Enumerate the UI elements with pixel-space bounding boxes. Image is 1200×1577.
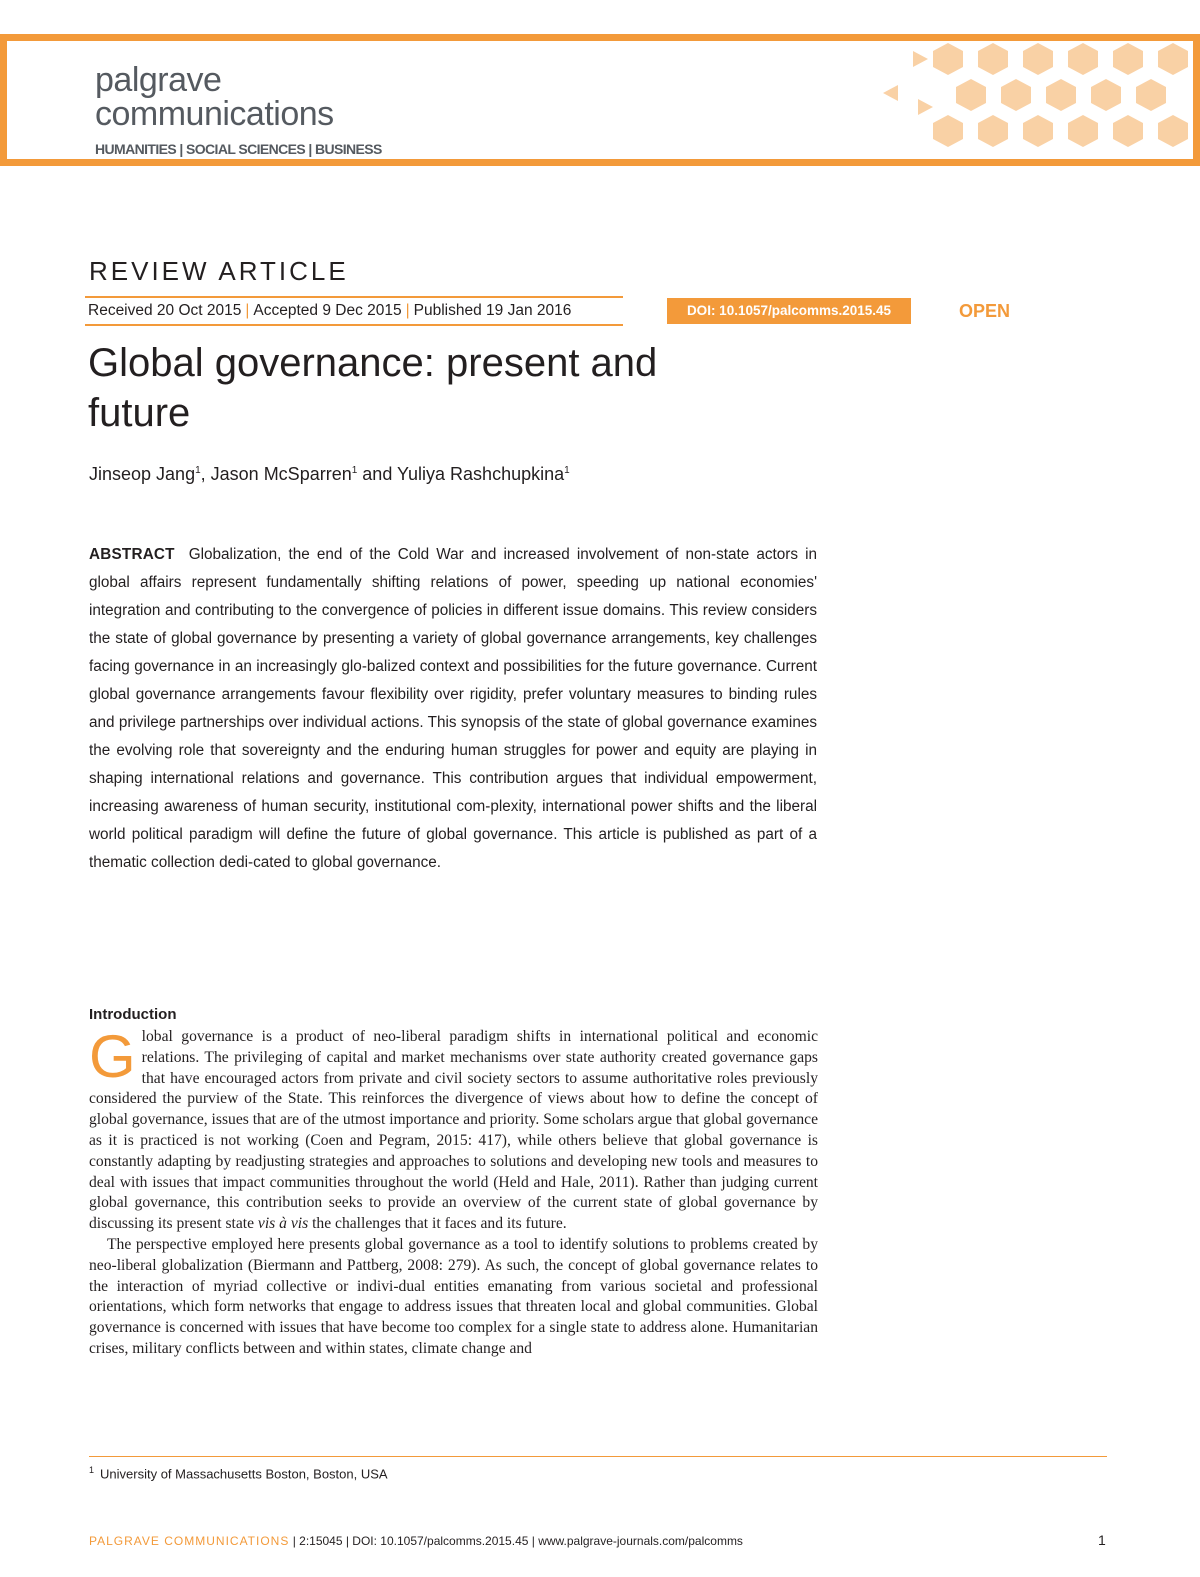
affiliation-footnote — [89, 1465, 388, 1481]
journal-banner — [0, 34, 1200, 166]
affiliation-marker: 1 — [564, 465, 570, 476]
author-separator: and — [357, 464, 398, 484]
author-name[interactable]: Jason McSparren — [210, 464, 352, 484]
italic-phrase: vis à vis — [257, 1215, 309, 1233]
article-type-label: REVIEW ARTICLE — [89, 256, 349, 286]
abstract-label: ABSTRACT — [89, 546, 175, 563]
page-number: 1 — [1098, 1532, 1106, 1548]
paragraph-text: lobal governance is a product of neo-liberal paradigm shifts in international political and economic relations. The privileging of capital and market mechanisms over state authority created governance gaps that have encouraged actors from private and civil society sectors to assume authoritative roles previously considered the purview of the State. This reinforces the divergence of views about how to define the concept of global governance, issues that are of the utmost importance and priority. Some scholars argue that global governance as it is practiced is not working (Coen and Pegram, 2015: 417), while others believe that global governance is constantly adapting by readjusting strategies and approaches to solutions and developing new tools and measures to deal with issues that impact communities throughout the world (Held and Hale, 2011). Rather than judging current global governance, this contribution seeks to provide an overview of the current state of global governance by discussing its present state — [89, 1028, 818, 1233]
footnote-text: University of Massachusetts Boston, Boston, USA — [100, 1466, 388, 1482]
journal-tagline: HUMANITIES | SOCIAL SCIENCES | BUSINESS — [95, 141, 382, 157]
footer-citation: | 2:15045 | DOI: 10.1057/palcomms.2015.45 | www.palgrave-journals.com/palcomms — [289, 1534, 743, 1548]
open-access-label: OPEN — [959, 301, 1011, 321]
footnote-marker: 1 — [89, 1465, 95, 1475]
author-name[interactable]: Yuliya Rashchupkina — [397, 464, 565, 484]
separator: | — [245, 302, 250, 319]
paragraph — [89, 1023, 818, 1235]
affiliation-marker: 1 — [195, 465, 201, 476]
section-heading-introduction: Introduction — [89, 1006, 177, 1023]
abstract-text: Globalization, the end of the Cold War and increased involvement of non-state actors in global affairs represent fundamentally shifting relations of power, speeding up national economies' integration and contributing to the convergence of policies in different issue domains. This review considers the state of global governance by presenting a variety of global governance arrangements, key challenges facing governance in an increasingly glo-balized context and possibilities for the future governance. Current global governance arrangements favour flexibility over rigidity, prefer voluntary measures to binding rules and privilege partnerships over individual actions. This synopsis of the state of global governance examines the evolving role that sovereignty and the enduring human struggles for power and equity are playing in shaping international relations and governance. This contribution argues that individual empowerment, increasing awareness of human security, institutional com-plexity, international power shifts and the liberal world political paradigm will define the future of global governance. This article is published as part of a thematic collection dedi-cated to global governance. — [89, 546, 817, 871]
author-separator: , — [200, 464, 211, 484]
author-list — [89, 464, 570, 485]
article-title: Global governance: present and future — [88, 341, 658, 435]
affiliation-marker: 1 — [351, 465, 358, 476]
author-name[interactable]: Jinseop Jang — [89, 464, 196, 484]
accepted-date: Accepted 9 Dec 2015 — [253, 302, 402, 319]
introduction-body — [89, 1023, 818, 1360]
footer-journal-name: PALGRAVE COMMUNICATIONS — [89, 1534, 290, 1548]
hexagon-pattern-decoration — [853, 41, 1193, 159]
received-date: Received 20 Oct 2015 — [88, 302, 242, 319]
journal-logo-line2: communications — [95, 95, 334, 133]
journal-logo-line1: palgrave — [95, 61, 222, 99]
published-date: Published 19 Jan 2016 — [413, 302, 572, 319]
paragraph: The perspective employed here presents global governance as a tool to identify solutions to problems created by neo-liberal globalization (Biermann and Pattberg, 2008: 279). As such, the concept of global governance relates to the interaction of myriad collective or indivi-dual entities emanating from various societal and professional orientations, which form networks that engage to address issues that threaten local and global communities. Global governance is concerned with issues that have become too complex for a single state to address alone. Humanitarian crises, military conflicts between and within states, climate change and — [89, 1235, 818, 1357]
publication-dates-bar — [85, 296, 623, 326]
page-footer — [89, 1534, 743, 1548]
paragraph-text: the challenges that it faces and its future. — [308, 1215, 567, 1233]
abstract — [89, 541, 817, 877]
drop-cap: G — [89, 1023, 136, 1090]
doi-badge[interactable]: DOI: 10.1057/palcomms.2015.45 — [667, 298, 911, 324]
footnote-divider — [89, 1456, 1107, 1457]
separator: | — [405, 302, 410, 319]
